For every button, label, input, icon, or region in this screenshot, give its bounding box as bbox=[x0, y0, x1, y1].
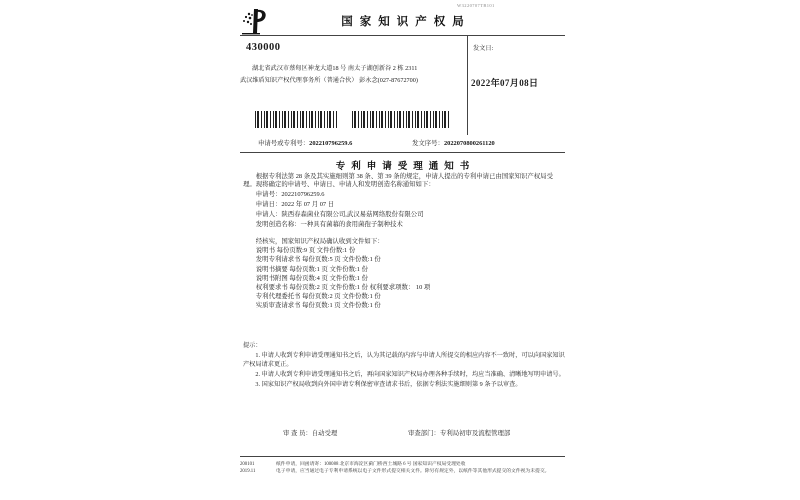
received-file: 实质审查请求书 每份页数:1 页 文件份数:1 份 bbox=[255, 302, 381, 310]
form-code-block bbox=[240, 461, 270, 475]
examiner-value: 自动受理 bbox=[311, 430, 338, 437]
application-number-field bbox=[258, 138, 352, 147]
address-line-1: 湖北省武汉市蔡甸区神龙大道18 号 南太子湖创新谷 2 栋 2311 bbox=[252, 65, 418, 72]
received-file: 权利要求书 每份页数:2 页 文件份数:1 份 权利要求项数： 10 项 bbox=[255, 284, 431, 292]
examiner-label: 审 查 员： bbox=[283, 430, 312, 437]
title-divider bbox=[240, 152, 565, 153]
footer-line-1: 纸件申请，回函请寄：100088 北京市海淀区蓟门桥西土城路 6 号 国家知识产权局受理处收 bbox=[276, 462, 466, 467]
dispatch-box-divider bbox=[467, 35, 468, 135]
footer-divider bbox=[240, 456, 565, 457]
form-code: 200101 bbox=[240, 462, 255, 467]
dispatch-serial-label: 发文序号： bbox=[412, 140, 444, 147]
received-file: 说明书附图 每份页数:4 页 文件份数:1 份 bbox=[255, 274, 368, 282]
dispatch-date-value: 2022年07月08日 bbox=[471, 78, 539, 88]
note-item-1: 1. 申请人收到专利申请受理通知书之后，认为其记载的内容与申请人所提交的相应内容不一致时，可以向国家知识产权局请求更正。 bbox=[243, 352, 565, 368]
note-item-2: 2. 申请人收到专利申请受理通知书之后，再向国家知识产权局办理各种手续时，均应当准确、清晰地写明申请号。 bbox=[255, 370, 565, 378]
dispatch-serial-barcode bbox=[352, 111, 450, 128]
received-file: 专利代理委托书 每份页数:2 页 文件份数:1 份 bbox=[255, 293, 381, 301]
footer-line-2: 电子申请，应当通过电子专利申请系统以电子文件形式提交相关文件。除另有规定外，以纸件等其他形式提交的文件视为未提交。 bbox=[276, 469, 550, 474]
footer-instructions bbox=[276, 461, 566, 475]
address-line-2: 武汉维盾知识产权代理事务所（普通合伙） 彭永念(027-87672700) bbox=[240, 77, 418, 84]
print-serial-code: W3220707TB101 bbox=[457, 3, 495, 8]
info-invention-title: 发明创造名称：一种具有菌幕的食用菌孢子制种技术 bbox=[255, 221, 403, 228]
document-title: 专利申请受理通知书 bbox=[335, 162, 476, 172]
received-file: 说明书 每份页数:9 页 文件份数:1 份 bbox=[255, 247, 356, 255]
application-number-label: 申请号或专利号： bbox=[258, 140, 310, 147]
application-number-barcode bbox=[255, 111, 337, 128]
received-intro: 经核实，国家知识产权局确认收到文件如下： bbox=[255, 238, 384, 245]
department-field bbox=[408, 428, 510, 437]
info-application-number: 申请号：202210796259.6 bbox=[255, 191, 325, 198]
department-label: 审查部门： bbox=[408, 430, 440, 437]
application-number-value: 202210796259.6 bbox=[309, 140, 353, 147]
received-files-list bbox=[243, 237, 565, 311]
form-version: 2019.11 bbox=[240, 469, 256, 474]
department-value: 专利局初审及流程管理部 bbox=[439, 430, 511, 437]
header-divider bbox=[240, 35, 565, 36]
received-file: 发明专利请求书 每份页数:5 页 文件份数:1 份 bbox=[255, 256, 381, 264]
agency-title: 国家知识产权局 bbox=[341, 16, 471, 28]
note-item-3: 3. 国家知识产权局收到向外国申请专利保密审查请求书后，依据专利法实施细则第 9 条予以审查。 bbox=[255, 380, 522, 388]
dispatch-serial-value: 2022070800261120 bbox=[443, 140, 495, 147]
notes-section bbox=[243, 342, 565, 389]
dispatch-date-label: 发文日: bbox=[473, 45, 494, 52]
intro-paragraph: 根据专利法第 28 条及其实施细则第 38 条、第 39 条的规定，申请人提出的专利申请已由国家知识产权局受理。现将确定的申请号、申请日、申请人和发明创造名称通知如下： bbox=[243, 173, 553, 189]
dispatch-serial-field bbox=[412, 138, 495, 147]
postal-code: 430000 bbox=[246, 42, 281, 53]
info-application-date: 申请日：2022 年 07 月 07 日 bbox=[255, 201, 335, 208]
examiner-field bbox=[283, 428, 337, 437]
info-applicant: 申请人：陕西春森菌业有限公司,武汉易菇网络股份有限公司 bbox=[255, 211, 424, 218]
notes-title: 提示： bbox=[243, 342, 262, 349]
received-file: 说明书摘要 每份页数:1 页 文件份数:1 份 bbox=[255, 265, 368, 273]
application-info-list bbox=[243, 190, 565, 230]
